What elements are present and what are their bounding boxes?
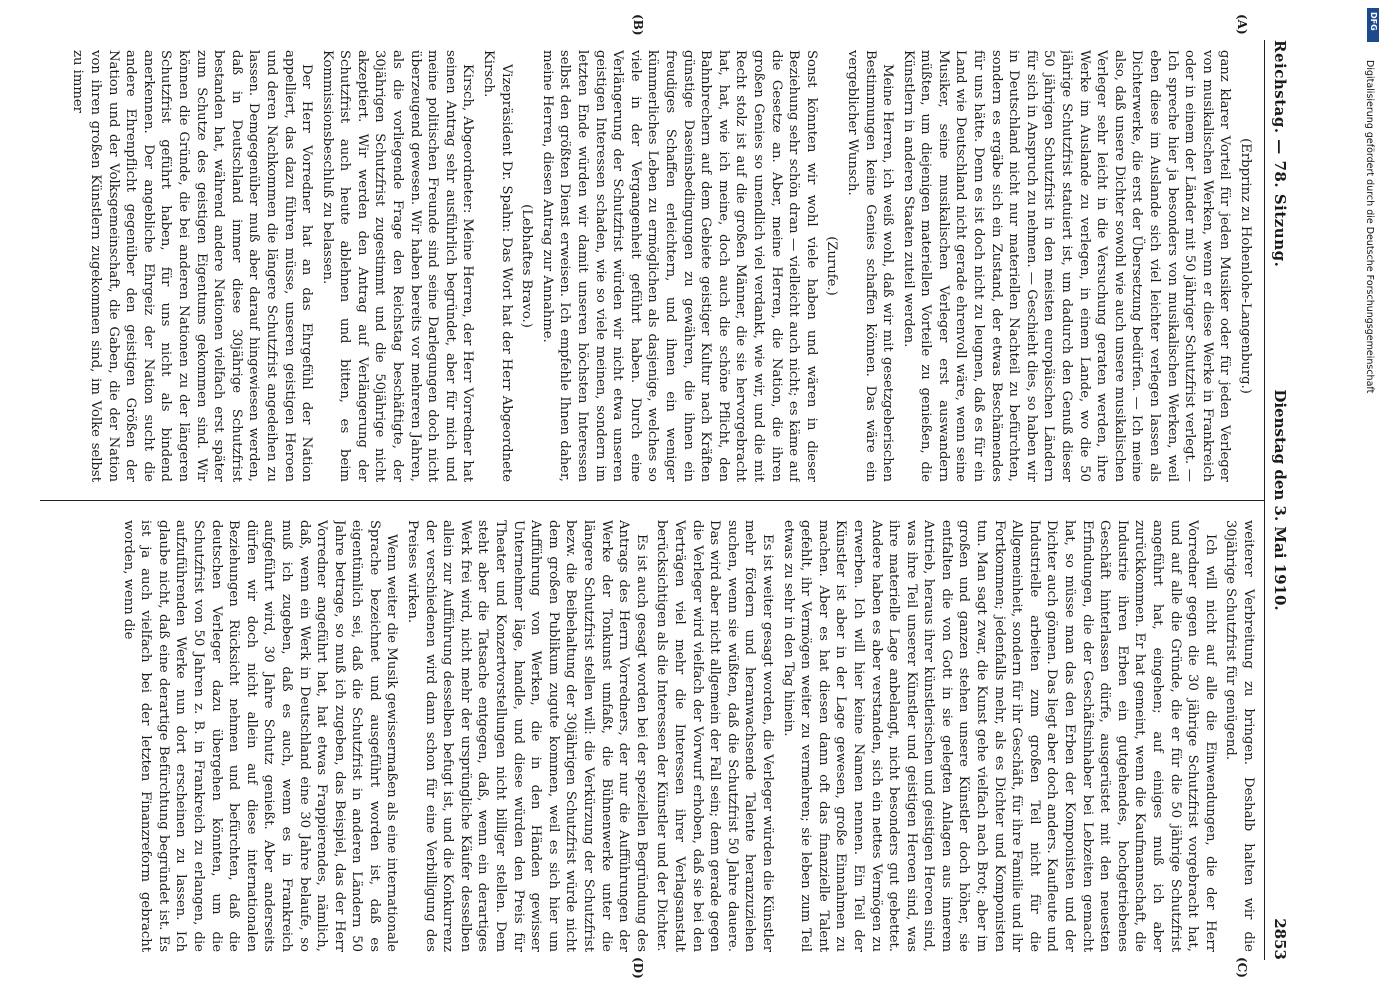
column-rule bbox=[40, 500, 1265, 501]
paragraph: weiterer Verbreitung zu bringen. Deshalb halten wir die 30jährige Schutzfrist für genügend. bbox=[1223, 520, 1256, 952]
paragraph: Meine Herren, ich weiß wohl, daß wir mit gesetzgeberischen Bestimmungen keine Genies schaffen können. Das wäre ein vergeblicher Wunsch. bbox=[844, 50, 896, 482]
paragraph: Es ist auch gesagt worden bei der speziellen Begründung des Antrags des Herrn Vorredners, der nur die Aufführungen der Werke der Tonkunst umfaßt, die Bühnenwerke unter die längere Schutzfrist stellen will: die Verkürzung der Schutzfrist bezw. die Beibehaltung der 30jährigen Schutzfrist würde nicht dem großen Publikum zugute kommen, weil es sich hier um Aufführung von Werken, die in den Händen gewisser Unternehmer läge, handle, und diese würden den Preis für Theater und Konzertvorstellungen nicht billiger stellen. Dem steht aber die Tatsache entgegen, daß, wenn ein derartiges Werk frei wird, nicht mehr der ursprüngliche Käufer desselben allein zur Aufführung desselben befugt ist, und die Konkurrenz der verschiedenen wird dann schon für eine Verbilligung des Preises wirken. bbox=[405, 520, 649, 952]
margin-marker-d: (D) bbox=[631, 957, 645, 979]
page-number: 2853 bbox=[1271, 918, 1289, 960]
paragraph: Ich will nicht auf alle die Einwendungen, die der Herr Vorredner gegen die 30 jährige Schutzfrist vorgebracht hat, und auf alle die Gründe, die er für die 50 jährige Schutzfrist angeführt hat, eingehen; auf einiges muß ich aber zurückkommen. Er hat gemeint, wenn die Kaufmannschaft, die Industrie ihren Erben ein gutgehendes, hochgetriebenes Geschäft hinterlassen dürfe, ausgerüstet mit den neuesten Erfindungen, die der Geschäftsinhaber bei Lebzeiten gemacht hat, so müsse man das den Erben der Komponisten und der Dichter auch gönnen. Das liegt aber doch anders. Kaufleute und Industrielle arbeiten zum großen Teil nicht für die Allgemeinheit, sondern für ihr Geschäft, für ihre Familie und ihr Fortkommen; jedenfalls mehr, als es Dichter und Komponisten tun. Man sagt zwar, die Kunst gehe vielfach nach Brot; aber im großen und ganzen stehen unsere Künstler doch höher, sie entfalten die von Gott in sie gelegten Anlagen aus innerem Antrieb, heraus ihrer künstlerischen und geistigen Heroen sind, was ihre Teil unserer Künstler und geistigen Heroen sind, was ihre materielle Lage anbelangt, nicht besonders gut gebettet. Andere haben es aber verstanden, sich ein nettes Vermögen zu erwerben. Ich will hier keine Namen nennen. Ein Teil der Künstler ist aber in der Lage gewesen, große Einnahmen zu machen. Aber es hat diesen dann oft das finanzielle Talent gefehlt, ihr Vermögen weiter zu vermehren; sie leben zum Teil etwas zu sehr in den Tag hinein. bbox=[780, 520, 1218, 952]
dfg-logo bbox=[1367, 8, 1379, 42]
interjection: (Zurufe.) bbox=[824, 236, 840, 296]
paragraph: ganz klarer Vorteil für jeden Musiker oder für jeden Verleger von musikalischen Werken, wenn er diese Werke in Frankreich oder in einem der Länder mit 50 jähriger Schutzfrist verlegt. — Ich spreche hier ja besonders von musikalischen Werken, weil eben diese im Auslande sich viel leichter verlegen lassen als Dichterwerke, die erst der Übersetzung bedürfen. — Ich meine also, daß unsere Dichter sowohl wie auch unsere musikalischen Verleger sehr leicht in die Versuchung geraten werden, ihre Werke im Auslande zu verlegen, in einem Lande, wo die 50 jährige Schutzfrist statuiert ist, um dadurch den Genuß dieser 50 jährigen Schutzfrist in den meisten europäischen Ländern für sich in Anspruch zu nehmen. — Geschieht dies, so haben wir in Deutschland nicht nur materiellen Nachteil zu befürchten, sondern es ergäbe sich ein Zustand, der etwas Beschämendes für uns hätte. Denn es ist doch nicht zu leugnen, daß es für ein Land wie Deutschland nicht gerade ehrenvoll wäre, wenn seine Musiker, seine musikalischen Verleger erst auswandern müßten, um diejenigen materiellen Vorteile zu genießen, die Künstlern in anderen Staaten zuteil werden. bbox=[900, 50, 1233, 482]
digitization-sidebar bbox=[1353, 0, 1383, 1000]
margin-marker-a: (A) bbox=[1235, 14, 1249, 35]
speaker-note: (Erbprinz zu Hohenlohe-Langenburg.) bbox=[1238, 138, 1253, 394]
funding-credit: Digitalisierung gefördert durch die Deutsche Forschungsgemeinschaft bbox=[1364, 60, 1375, 394]
paragraph: Es ist weiter gesagt worden, die Verleger würden die Künstler mehr fördern und heranwachsende Talente heranzuziehen suchen, wenn sie wüßten, daß die Schutzfrist 50 Jahre dauere. Das wird aber nicht allgemein der Fall sein; denn gerade gegen die Verleger wird vielfach der Vorwurf erhoben, daß sie bei den Verträgen viel mehr die Interessen ihrer Verlagsanstalt berücksichtigen als die Interessen der Künstler und der Dichter. bbox=[654, 520, 775, 952]
margin-marker-b: (B) bbox=[631, 14, 645, 36]
paragraph: Sonst könnten wir wohl viele haben und wären in dieser Beziehung sehr schön dran — vielleicht auch nicht; es käme auf die Gesetze an. Aber, meine Herren, die Nation, die ihren großen Genies so unendlich viel verdankt, wie wir, und die mit Recht stolz ist auf die großen Männer, die sie hervorgebracht hat, hat, wie ich meine, doch auch die schöne Pflicht, den Bahnbrechern auf dem Gebiete geistiger Kultur nach Kräften günstige Daseinsbedingungen zu gewähren, die ihnen ein freudiges Schaffen erleichtern, und ihnen ein weniger kümmerliches Leben zu ermöglichen als dasjenige, welches so viele in der Vergangenheit geführt haben. Durch eine Verlängerung der Schutzfrist würden wir nicht etwa unseren geistigen Interessen schaden, wie so viele meinen, sondern im letzten Ende würden wir damit unseren höchsten Interessen selbst den größten Dienst erweisen. Ich empfehle Ihnen daher, meine Herren, diesen Antrag zur Annahme. bbox=[539, 50, 819, 482]
paragraph: Der Herr Vorredner hat an das Ehrgefühl der Nation appelliert, das dazu führen müsse, unseren geistigen Heroen und deren Nachkommen die längere Schutzfrist angedeihen zu lassen. Demgegenüber muß aber darauf hingewiesen werden, daß in Deutschland immer diese 30jährige Schutzfrist bestanden hat, während andere Nationen vielfach erst später zum Schutze des geistigen Eigentums gekommen sind. Wir können die Gründe, die bei anderen Nationen zu der längeren Schutzfrist geführt haben, für uns nicht als bindend anerkennen. Der angebliche Ehrgeiz der Nation sucht die andere Ehrenpflicht gegenüber den geistigen Größen der Nation und der Volksgemeinschaft, die Gaben, die der Nation von ihren großen Künstlern zugekommen sind, im Volke selbst zu immer bbox=[70, 50, 315, 482]
header-session: Reichstag. — 78. Sitzung. bbox=[1271, 40, 1289, 268]
margin-marker-c: (C) bbox=[1235, 957, 1249, 978]
speaker-line: Vizepräsident Dr. Spahn: Das Wort hat der Herr Abgeordnete Kirsch. bbox=[481, 50, 514, 482]
paragraph: Wenn weiter die Musik gewissermaßen als eine internationale Sprache bezeichnet und ausgeführt worden ist, daß es eigentümlich sei, daß die Schutzfrist in anderen Ländern 50 Jahre betrage, so muß ich zugeben, das Beispiel, das der Herr Vorredner angeführt hat, hat etwas Frappierendes, nämlich, daß, wenn ein Werk in Deutschland eine 30 Jahre belaufe, so muß ich zugeben, daß es auch, wenn es in Frankreich aufgeführt wird, 30 Jahre Schutz genießt. Aber anderseits dürfen wir doch nicht allein auf diese internationalen Beziehungen Rücksicht nehmen und befürchten, daß die deutschen Verleger dazu übergehen könnten, um die Schutzfrist von 50 Jahren z. B. in Frankreich zu erlangen, die aufzuführenden Werke nun dort erscheinen zu lassen. Ich glaube nicht, daß eine derartige Befürchtung begründet ist. Es ist ja auch vielfach bei der letzten Finanzreform gebracht worden, wenn die bbox=[120, 520, 400, 952]
paragraph: Kirsch, Abgeordneter: Meine Herren, der Herr Vorredner hat seinen Antrag sehr ausführlich begründet, aber für mich und meine politischen Freunde sind seine Darlegungen doch nicht überzeugend gewesen. Wir haben bereits vor mehreren Jahren, als die vorliegende Frage den Reichstag beschäftigte, der 30jährigen Schutzfrist zugestimmt und die 50jährige nicht akzeptiert. Wir werden den Antrag auf Verlängerung der Schutzfrist auch heute ablehnen und bitten, es beim Kommissionsbeschluß zu belassen. bbox=[319, 50, 476, 482]
left-column bbox=[42, 50, 1257, 482]
right-column bbox=[42, 520, 1257, 952]
header-date: Dienstag den 3. Mai 1910. bbox=[1271, 389, 1289, 611]
dfg-logo-text: DFG bbox=[1369, 12, 1378, 31]
interjection: (Lebhaftes Bravo.) bbox=[519, 204, 535, 328]
